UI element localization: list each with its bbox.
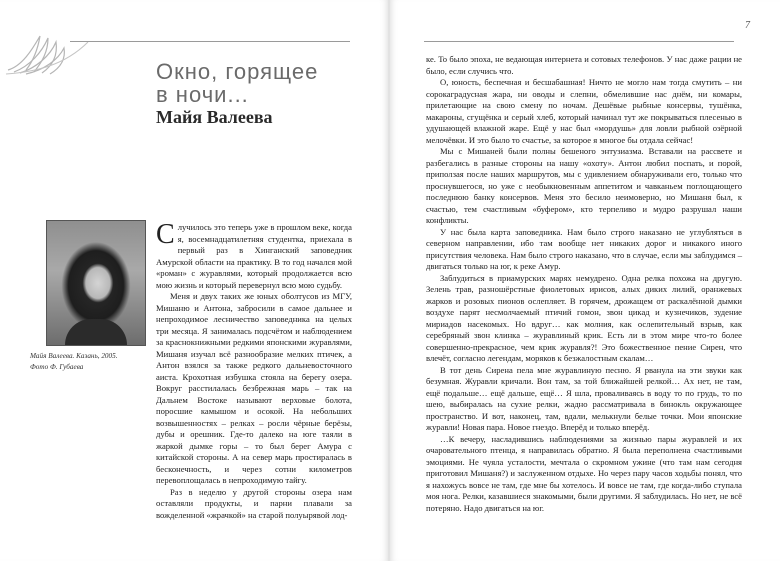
left-text-column bbox=[156, 219, 352, 521]
photo-figure bbox=[65, 319, 127, 345]
paragraph: Меня и двух таких же юных оболтусов из МГУ, Мишаню и Антона, забросили в самое дальнее и непроходимое лесничество заповедника на целых три месяца. Я занималась подсчётом и наблюдением за краснокнижными редкими японскими журавлями, Мишаня изучал всё разнообразие мелких птичек, а Антон взялся за также редкого дальневосточного аиста. Крохотная избушка стояла на берегу озера. Вокруг расстилалась безбрежная марь – так на Дальнем Востоке называют верховые болота, поросшие камышом и осокой. На небольших возвышенностях – релках – росли чёрные берёзы, дубы и орешник. Где-то далеко на юге таяли в жаркой дымке горы – то был берег Амура с китайской стороны. А на север марь простиралась в бесконечность, и через сотни километров перевоплощалась в непроходимую тайгу. bbox=[156, 291, 352, 485]
page-number: 7 bbox=[745, 20, 750, 31]
drop-cap: С bbox=[156, 219, 175, 250]
paragraph: О, юность, беспечная и бесшабашная! Ничто не могло нам тогда смутить – ни сорокаградусная жара, ни оводы и слепни, обмелившие нас днём, ни комары, прилетающие на свою смену по ночам. Дешёвые рыбные консервы, тушёнка, макароны, сгущёнка и серый хлеб, который начинал тут же покрываться плесенью в удушающей влажной жаре. Ещё у нас был «мордушь» для ловли рыбной озёрной мелочёвки. И это было то счастье, за которое я многое бы отдала сейчас! bbox=[426, 77, 742, 145]
paragraph: В тот день Сирена пела мне журавлиную песню. Я рванула на эти звуки как безумная. Журавли кричали. Вон там, за той ближайшей релкой… Ах нет, не там, ещё подальше… ещё дальше, ещё… Я шла, проваливаясь в воду то по грудь, то по шею, выбиралась на сухие релки, жадно рассматривала в бинокль окружающее пространство. И вот, наконец, там, вдали, мелькнули белые точки. Мои японские журавли! Новая пара. Новое гнездо. Вперёд и только вперёд. bbox=[426, 364, 742, 432]
author-photo bbox=[46, 220, 146, 346]
paragraph: У нас была карта заповедника. Нам было строго наказано не углубляться в северном направлении, ибо там вообще нет никаких дорог и никакого иного присутствия человека. Нам было строго наказано, что в случае, если мы заблудимся – двигаться только на юг, к реке Амур. bbox=[426, 226, 742, 271]
paragraph bbox=[156, 219, 352, 291]
photo-caption-line: Майя Валеева. Казань, 2005. bbox=[30, 352, 118, 360]
paragraph: Раз в неделю у другой стороны озера нам оставляли продукты, и парни плавали за вожделенной «жрачкой» на старой полуырявой лод- bbox=[156, 486, 352, 520]
paragraph-text: лучилось это теперь уже в прошлом веке, когда я, восемнадцатилетняя студентка, приехала в первый раз в Хинганский заповедник Амурской области на практику. В то год начался мой «роман» с журавлями, который продолжается всю мою жизнь и который перевернул всю мою судьбу. bbox=[156, 222, 352, 290]
photo-caption-line: Фото Ф. Губаева bbox=[30, 363, 84, 371]
paragraph: …К вечеру, насладившись наблюдениями за жизнью пары журавлей и их очаровательного птенца, я направилась обратно. Я была переполнена счастливыми эмоциями. Не чуяла усталости, мечтала о скромном ужине (что там нам сегодня приготовил Мишаня?) и заслуженном отдыхе. Но через пару часов ходьбы понял, что я нахожусь вовсе не там, где мне бы хотелось. И вовсе не там, где когда-либо ступала моя нога. Релки, казавшиеся знакомыми, были другими. Я заблудилась. Но нет, не всё потеряно. Надо двигаться на юг. bbox=[426, 433, 742, 513]
header-rule bbox=[424, 41, 734, 42]
story-title: Окно, горящее в ночи... bbox=[156, 59, 319, 107]
photo-caption bbox=[30, 351, 146, 373]
swirl-ornament-icon bbox=[4, 26, 90, 76]
left-page bbox=[0, 0, 388, 561]
story-author: Майя Валеева bbox=[156, 107, 273, 127]
paragraph: ке. То было эпоха, не ведающая интернета и сотовых телефонов. У нас даже рации не было, если случись что. bbox=[426, 54, 742, 76]
right-text-column bbox=[426, 54, 742, 514]
header-rule bbox=[70, 41, 350, 42]
paragraph: Заблудиться в приамурских марях немудрено. Одна релка похожа на другую. Зелень трав, разношёрстные фиолетовых ирисов, алых диких лилий, оранжевых жарков и розовых пионов ослепляет. В горячем, дрожащем от раскалённой дымки воздухе парят несмолчаемый птичий гомон, звон цикад и кузнечиков, зудение мириадов насекомых. Но вдруг… как молния, как ослепительный взрыв, как серебряный звон клинка – журавлиный крик. Есть ли в этом мире что-то более совершенно-прекрасное, чем крик журавля?! Это божественное пение Сирен, что влечёт, согласно легендам, моряков к безжалостным скалам… bbox=[426, 272, 742, 363]
paragraph: Мы с Мишаней были полны бешеного энтузиазма. Вставали на рассвете и разбегались в разные стороны на нашу «охоту». Антон любил поспать, и порой, приползая после наших маршрутов, мы с удивлением обнаруживали его, только что проснувшегося, но уже с необыкновенным аппетитом и чавканьем поглощающего последнюю банку консервов. Меня это бесило неимоверно, но Мишаня был, к счастью, тем счастливым «буфером», кто терпеливо и мудро разрушал наши конфликты. bbox=[426, 146, 742, 225]
right-page bbox=[390, 0, 780, 561]
